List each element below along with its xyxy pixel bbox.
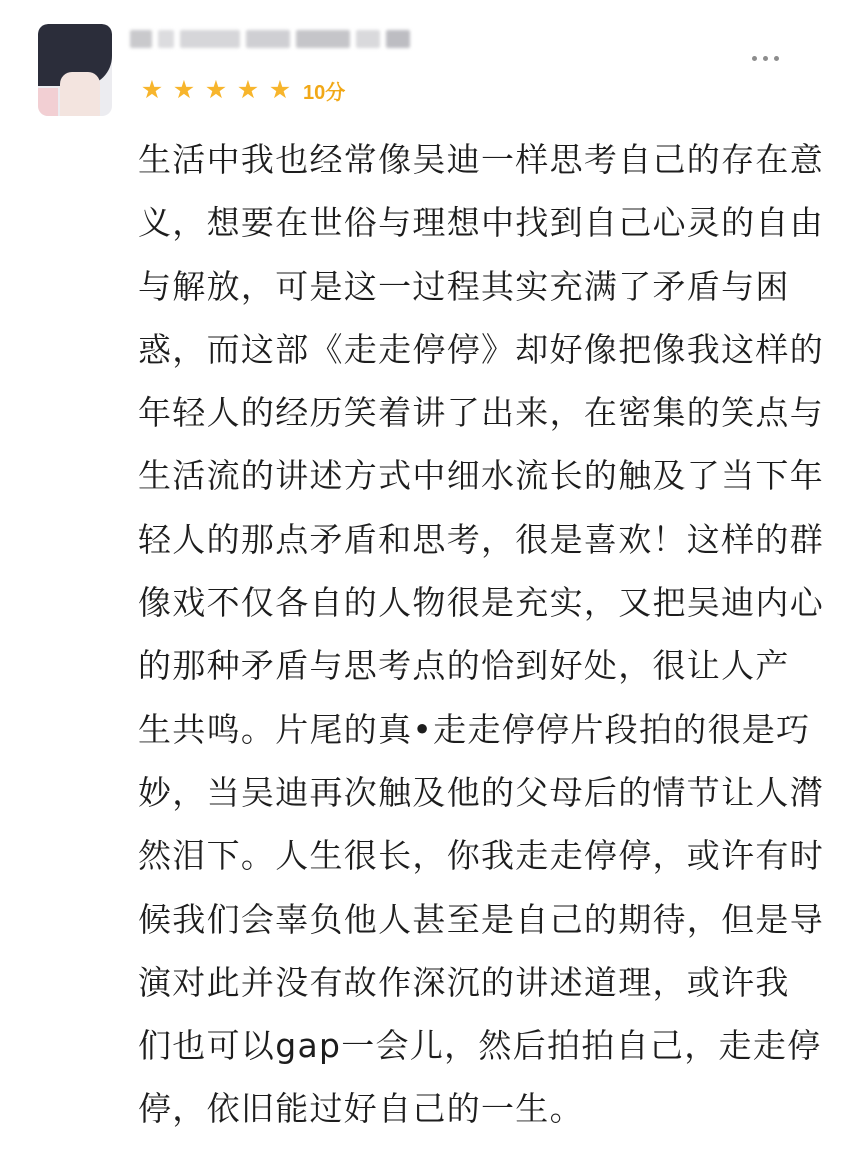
review-line: 生活流的讲述方式中细水流长的触及了当下年 [138,456,824,496]
avatar-accent [38,88,58,116]
review-line: 演对此并没有故作深沉的讲述道理，或许我 [138,962,790,1002]
blurred-text-block [356,30,380,48]
user-avatar[interactable] [38,24,112,116]
star-icon: ★ [268,75,292,104]
star-icon: ★ [140,75,164,104]
star-icon: ★ [236,75,260,104]
review-line: 年轻人的经历笑着讲了出来，在密集的笑点与 [138,393,824,433]
star-icon: ★ [172,75,196,104]
review-line: 惑，而这部《走走停停》却好像把像我这样的 [138,329,824,369]
review-line: 妙，当吴迪再次触及他的父母后的情节让人潸 [138,772,824,812]
review-line: 们也可以gap一会儿，然后拍拍自己，走走停 [138,1026,822,1066]
star-icon: ★ [204,75,228,104]
review-line: 轻人的那点矛盾和思考，很是喜欢！这样的群 [138,519,824,559]
rating-score: 10分 [303,81,346,104]
avatar-face [60,72,100,116]
review-line: 义，想要在世俗与理想中找到自己心灵的自由 [138,203,824,243]
more-dots-icon[interactable] [752,56,779,61]
dot [763,56,768,61]
blurred-text-block [246,30,290,48]
dot [774,56,779,61]
star-rating [139,77,293,103]
dot [752,56,757,61]
review-line: 生共鸣。片尾的真•走走停停片段拍的很是巧 [138,709,811,749]
review-line: 的那种矛盾与思考点的恰到好处，很让人产 [138,646,790,686]
review-line: 生活中我也经常像吴迪一样思考自己的存在意 [138,140,824,179]
blurred-text-block [296,30,350,48]
review-line: 停，依旧能过好自己的一生。 [138,1089,584,1129]
rating-row [139,76,345,104]
review-line: 然泪下。人生很长，你我走走停停，或许有时 [138,836,824,876]
review-line: 像戏不仅各自的人物很是充实，又把吴迪内心 [138,583,824,623]
review-line: 与解放，可是这一过程其实充满了矛盾与困 [138,266,790,306]
blurred-text-block [158,30,174,48]
review-line: 候我们会辜负他人甚至是自己的期待，但是导 [138,899,824,939]
blurred-text-block [130,30,152,48]
review-text [138,128,824,1141]
blurred-text-block [386,30,410,48]
username-blurred[interactable] [130,28,410,50]
blurred-text-block [180,30,240,48]
